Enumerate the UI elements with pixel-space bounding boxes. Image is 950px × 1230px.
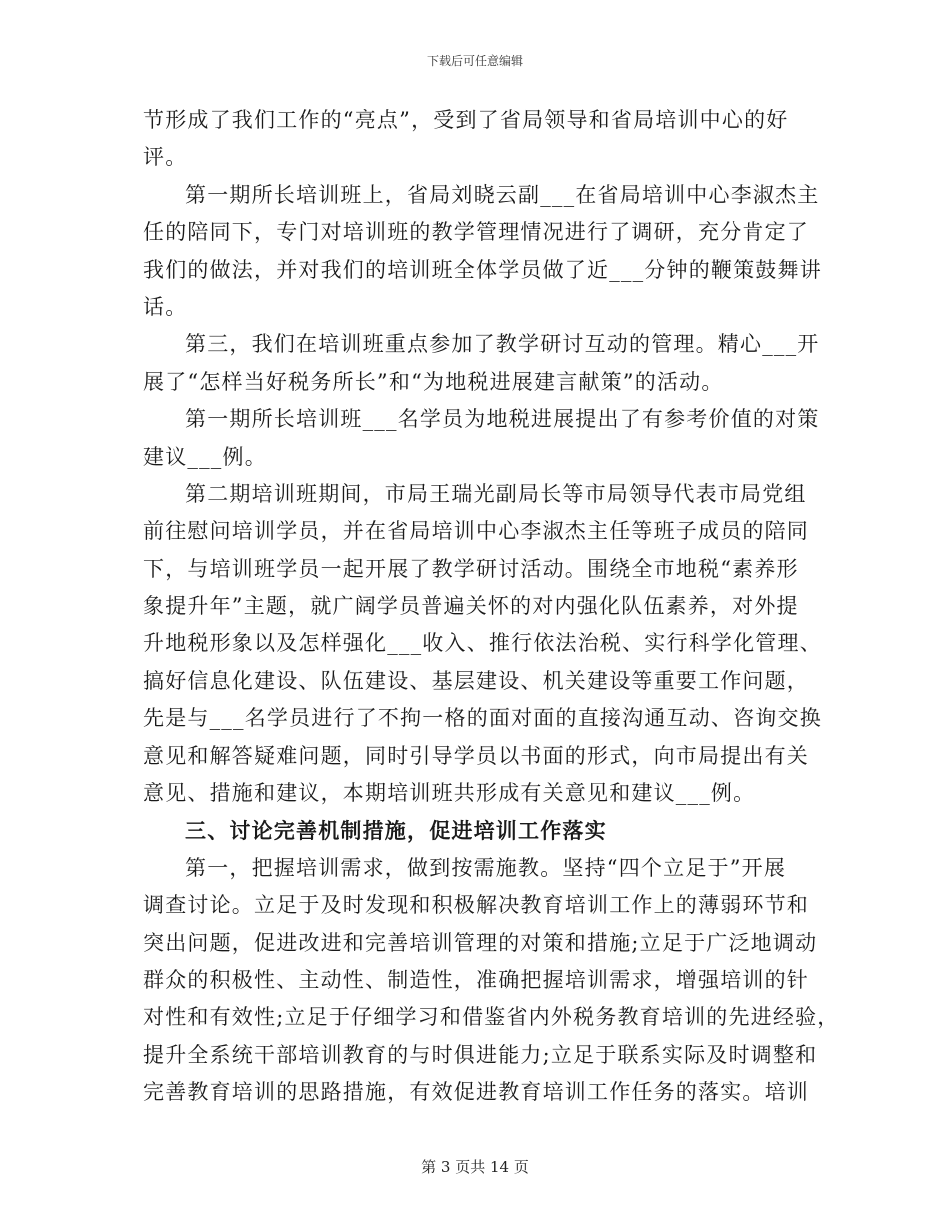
paragraph-start: 第三，我们在培训班重点参加了教学研讨互动的管理。精心___开 [185, 332, 820, 357]
text-line: 下，与培训班学员一起开展了教学研讨活动。围绕全市地税“素养形 [143, 556, 799, 581]
text-line: 先是与___名学员进行了不拘一格的面对面的直接沟通互动、咨询交换 [143, 706, 822, 731]
text-line: 群众的积极性、主动性、制造性，准确把握培训需求，增强培训的针 [143, 967, 809, 992]
text-line: 完善教育培训的思路措施，有效促进教育培训工作任务的落实。培训 [143, 1080, 809, 1105]
page-header: 下载后可任意编辑 [426, 54, 523, 68]
text-line: 话。 [143, 294, 188, 319]
text-line: 突出问题，促进改进和完善培训管理的对策和措施;立足于广泛地调动 [143, 930, 818, 955]
text-line: 意见和解答疑难问题，同时引导学员以书面的形式，向市局提出有关 [143, 743, 809, 768]
paragraph-start: 第一，把握培训需求，做到按需施教。坚持“四个立足于”开展 [185, 855, 787, 880]
text-line: 节形成了我们工作的“亮点”，受到了省局领导和省局培训中心的好 [143, 108, 789, 132]
text-line: 评。 [143, 145, 188, 170]
paragraph-start: 第二期培训班期间，市局王瑞光副局长等市局领导代表市局党组 [185, 481, 807, 506]
text-line: 我们的做法，并对我们的培训班全体学员做了近___分钟的鞭策鼓舞讲 [143, 257, 822, 282]
text-line: 展了“怎样当好税务所长”和“为地税进展建言献策”的活动。 [143, 369, 724, 394]
document-body [143, 102, 840, 1112]
text-line: 搞好信息化建设、队伍建设、基层建设、机关建设等重要工作问题， [143, 668, 809, 693]
text-line: 意见、措施和建议，本期培训班共形成有关意见和建议___例。 [143, 781, 756, 806]
text-line: 前往慰问培训学员，并在省局培训中心李淑杰主任等班子成员的陪同 [143, 519, 809, 544]
text-line: 调查讨论。立足于及时发现和积极解决教育培训工作上的薄弱环节和 [143, 893, 809, 918]
paragraph-start: 第一期所长培训班___名学员为地税进展提出了有参考价值的对策 [185, 407, 820, 432]
section-heading: 三、讨论完善机制措施，促进培训工作落实 [185, 818, 607, 844]
text-line: 建议___例。 [143, 444, 267, 469]
paragraph-start: 第一期所长培训班上，省局刘晓云副___在省局培训中心李淑杰主 [185, 182, 820, 207]
text-line: 任的陪同下，专门对培训班的教学管理情况进行了调研，充分肯定了 [143, 220, 809, 245]
text-line: 提升全系统干部培训教育的与时俱进能力;立足于联系实际及时调整和 [143, 1042, 818, 1067]
text-line: 对性和有效性;立足于仔细学习和借鉴省内外税务教育培训的先进经验， [143, 1005, 840, 1030]
text-line: 升地税形象以及怎样强化___收入、推行依法治税、实行科学化管理、 [143, 631, 822, 656]
page-number: 第 3 页共 14 页 [421, 1158, 529, 1176]
text-line: 象提升年”主题，就广阔学员普遍关怀的对内强化队伍素养，对外提 [143, 594, 799, 619]
